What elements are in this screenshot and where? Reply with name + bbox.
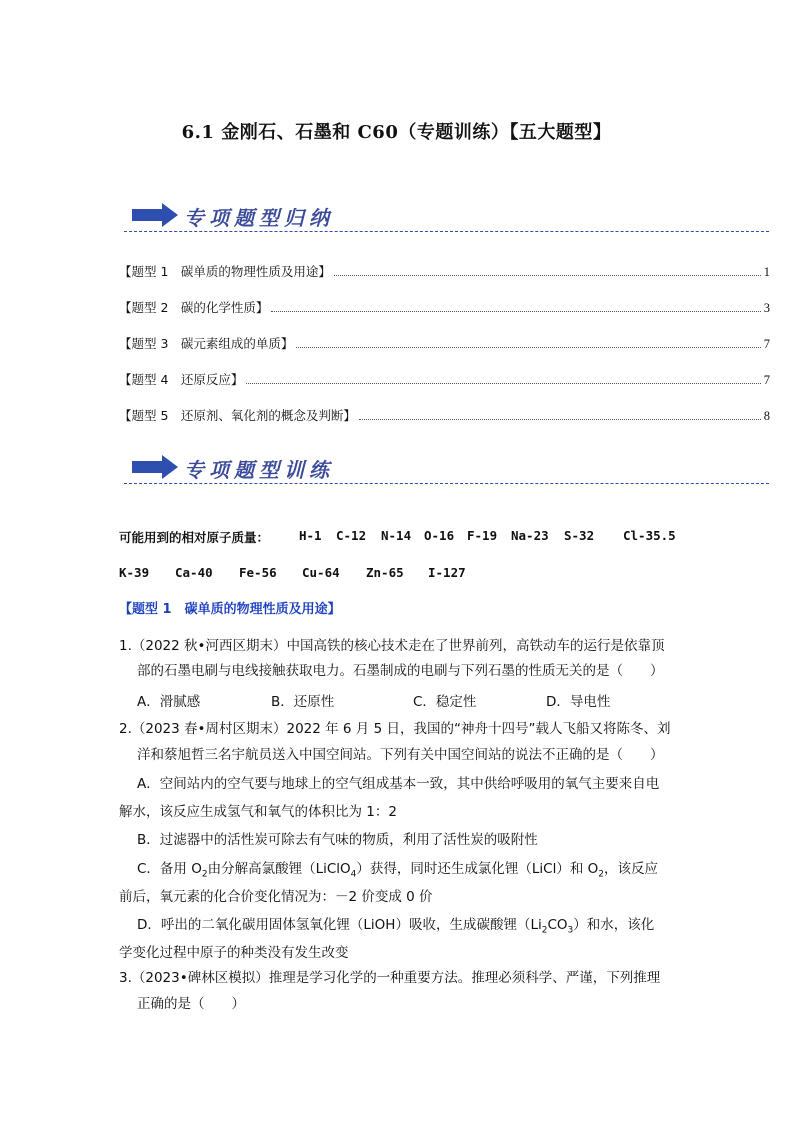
banner-training: [124, 452, 769, 484]
banner-divider: [124, 231, 769, 232]
toc-item[interactable]: 【题型 1 碳单质的物理性质及用途】 1: [119, 264, 770, 279]
question-2-option-d-cont: 学变化过程中原子的种类没有发生改变: [119, 945, 349, 961]
option-c[interactable]: C．稳定性: [413, 694, 477, 710]
arrow-right-icon: [132, 455, 178, 479]
option-d[interactable]: D．导电性: [546, 694, 611, 710]
question-2-option-c[interactable]: C．备用 $O_2$由分解高氯酸锂（LiClO$_4$）获得，同时还生成氯化锂（LiCl）和 $O_2$，该反应: [137, 861, 658, 880]
question-2-option-a-cont: 解水，该反应生成氢气和氧气的体积比为 1：2: [119, 804, 397, 820]
question-1-line2: 部的石墨电刷与电线接触获取电力。石墨制成的电刷与下列石墨的性质无关的是（ ）: [137, 663, 664, 679]
question-2-option-b[interactable]: B．过滤器中的活性炭可除去有气味的物质，利用了活性炭的吸附性: [137, 832, 538, 848]
banner-summary-text: 专项题型归纳: [184, 206, 334, 230]
banner-summary: [124, 200, 769, 232]
toc-item[interactable]: 【题型 5 还原剂、氧化剂的概念及判断】 8: [119, 408, 770, 423]
option-b[interactable]: B．还原性: [271, 694, 335, 710]
banner-divider: [124, 483, 769, 484]
banner-training-text: 专项题型训练: [184, 458, 334, 482]
question-2-option-a[interactable]: A．空间站内的空气要与地球上的空气组成基本一致，其中供给呼吸用的氧气主要来自电: [137, 776, 660, 792]
toc-item[interactable]: 【题型 2 碳的化学性质】 3: [119, 300, 770, 315]
question-3-line1: 3.（2023•碑林区模拟）推理是学习化学的一种重要方法。推理必须科学、严谨，下列推理: [119, 970, 661, 986]
question-1-line1: 1.（2022 秋•河西区期末）中国高铁的核心技术走在了世界前列，高铁动车的运行是依靠顶: [119, 638, 665, 654]
toc-item[interactable]: 【题型 3 碳元素组成的单质】 7: [119, 336, 770, 351]
page-title: 6.1 金刚石、石墨和 C60（专题训练）【五大题型】: [181, 122, 612, 143]
option-a[interactable]: A．滑腻感: [137, 694, 201, 710]
question-2-line2: 洋和蔡旭哲三名宇航员送入中国空间站。下列有关中国空间站的说法不正确的是（ ）: [137, 747, 664, 763]
arrow-right-icon: [132, 203, 178, 227]
question-2-option-d[interactable]: D．呼出的二氧化碳用固体氢氧化锂（LiOH）吸收，生成碳酸锂$(Li_2CO_3)$和水，该化: [137, 917, 655, 936]
section-heading: 【题型 1 碳单质的物理性质及用途】: [119, 602, 341, 617]
question-2-option-c-cont: 前后，氧元素的化合价变化情况为：－2 价变成 0 价: [119, 889, 433, 905]
toc-item[interactable]: 【题型 4 还原反应】 7: [119, 372, 770, 387]
question-3-line2: 正确的是（ ）: [137, 996, 245, 1012]
question-2-line1: 2.（2023 春•周村区期末）2022 年 6 月 5 日，我国的“神舟十四号”载人飞船又将陈冬、刘: [119, 721, 671, 737]
